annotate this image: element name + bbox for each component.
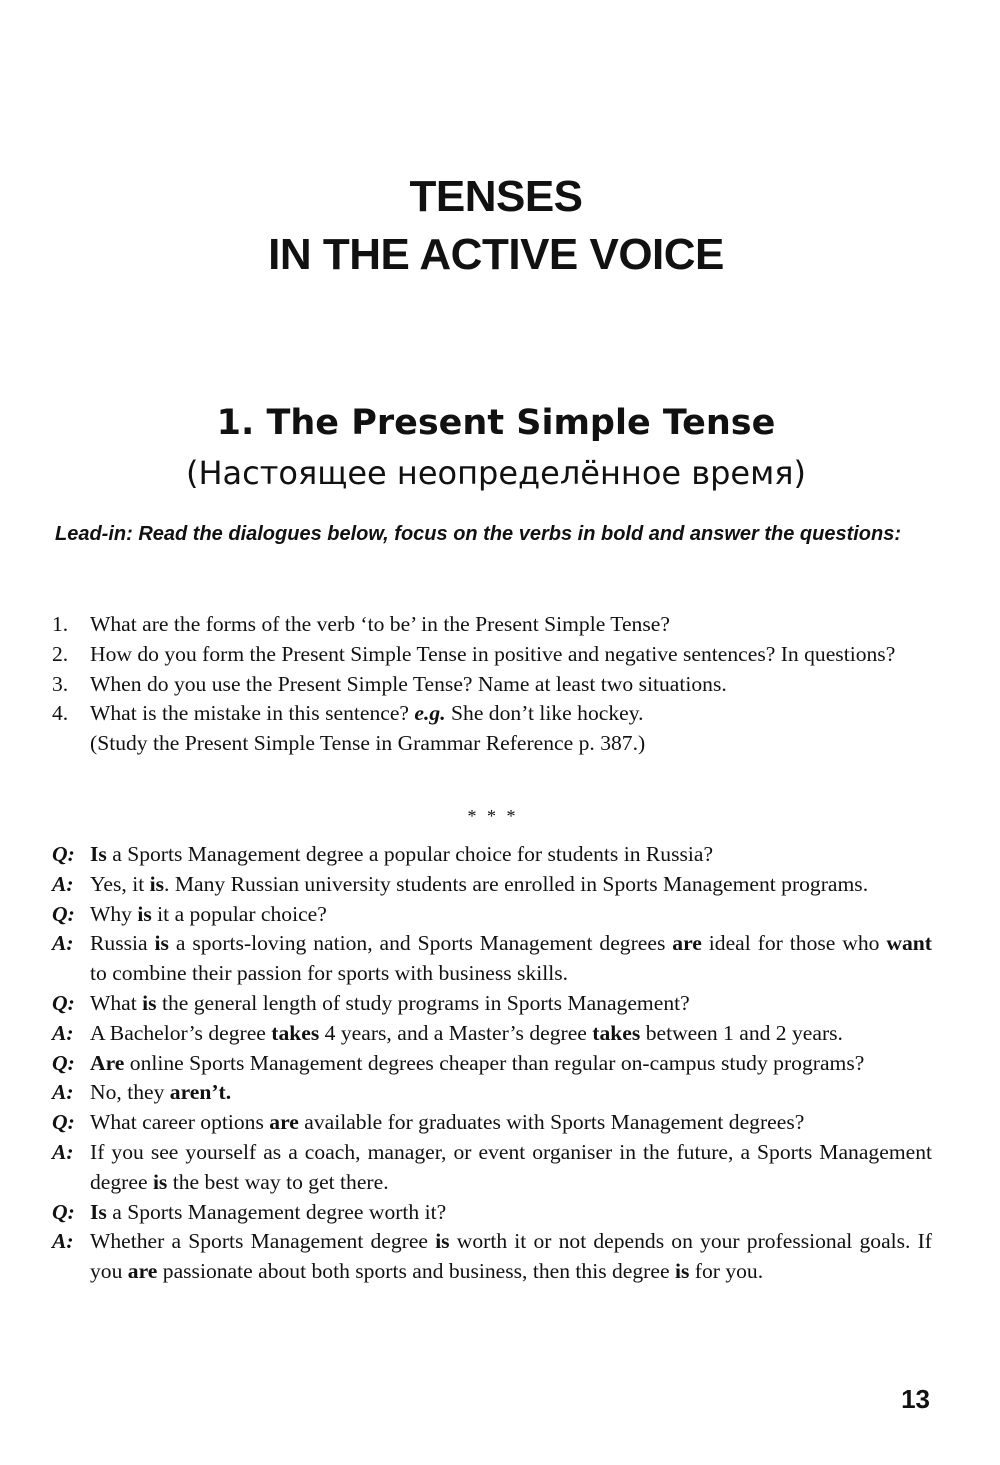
text-run: What career options <box>90 1110 270 1135</box>
text-run: it a popular choice? <box>151 901 327 926</box>
page-number: 13 <box>901 1384 930 1414</box>
bold-verb: are <box>127 1259 158 1284</box>
dialogue-text <box>90 1019 932 1049</box>
question-text <box>90 699 932 729</box>
bold-verb: is <box>142 990 157 1015</box>
speaker-label: A: <box>52 1229 74 1254</box>
speaker-label: Q: <box>52 901 75 926</box>
text-run: Why <box>90 901 138 926</box>
bold-verb: is <box>152 1169 168 1194</box>
text-run: a Sports Management degree a popular choice for students in Russia? <box>106 842 714 866</box>
text-run: . Many Russian university students are enrolled in Sports Management programs. <box>164 871 869 896</box>
dialogue-text <box>90 1078 932 1108</box>
dialogue-text <box>90 929 932 989</box>
bold-verb: are <box>269 1110 299 1135</box>
chapter-title-line-1: TENSES <box>409 172 583 221</box>
section-separator: * * * <box>467 806 519 826</box>
bold-verb: aren’t. <box>169 1080 232 1105</box>
dialogue-line <box>52 1138 932 1198</box>
speaker-label: A: <box>52 1080 74 1105</box>
text-run: 4 years, and a Master’s degree <box>319 1020 593 1045</box>
text-run: the best way to get there. <box>167 1169 389 1194</box>
speaker-label: Q: <box>52 842 75 866</box>
dialogue-text <box>90 1049 932 1079</box>
list-item <box>52 610 932 640</box>
text-run: available for graduates with Sports Management degrees? <box>298 1110 805 1135</box>
dialogue-text <box>90 900 932 930</box>
dialogue-line <box>52 840 932 870</box>
text-run: online Sports Management degrees cheaper than regular on-campus study programs? <box>124 1050 865 1075</box>
list-item <box>52 640 932 670</box>
text-run: the general length of study programs in Sports Management? <box>156 990 690 1015</box>
dialogue-text <box>90 1227 932 1287</box>
dialogue <box>52 840 932 1287</box>
text-run: a Sports Management degree worth it? <box>106 1199 447 1224</box>
question-text: How do you form the Present Simple Tense in positive and negative sentences? In questions? <box>90 641 896 666</box>
lead-in-instructions: Lead-in: Read the dialogues below, focus on the verbs in bold and answer the questions: <box>55 523 902 545</box>
text-run: No, they <box>90 1080 170 1105</box>
bold-verb: want <box>886 931 932 956</box>
dialogue-line <box>52 1108 932 1138</box>
bold-verb: is <box>137 901 152 926</box>
speaker-label: A: <box>52 1020 74 1045</box>
text-run: Russia <box>90 931 155 956</box>
dialogue-text <box>90 989 932 1019</box>
chapter-title <box>0 168 992 284</box>
speaker-label: Q: <box>52 990 75 1015</box>
dialogue-line <box>52 1019 932 1049</box>
text-run: worth it or not depends on your professional goals. If you <box>90 1229 932 1284</box>
speaker-label: Q: <box>52 1110 75 1135</box>
speaker-label: A: <box>52 931 74 956</box>
question-text: What are the forms of the verb ‘to be’ in the Present Simple Tense? <box>90 612 670 636</box>
dialogue-line <box>52 929 932 989</box>
question-text: When do you use the Present Simple Tense? Name at least two situations. <box>90 671 727 696</box>
dialogue-text <box>90 1108 932 1138</box>
text-run: passionate about both sports and business, then this degree <box>157 1259 675 1284</box>
text-run: A Bachelor’s degree <box>90 1020 272 1045</box>
bold-verb: takes <box>271 1020 320 1045</box>
bold-verb: is <box>435 1229 450 1254</box>
speaker-label: A: <box>52 1139 74 1164</box>
dialogue-line <box>52 1078 932 1108</box>
dialogue-text <box>90 840 932 870</box>
bold-verb: Are <box>90 1050 125 1075</box>
text-run: If you see yourself as a coach, manager, or event organiser in the future, a Sports Management degree <box>90 1139 932 1194</box>
dialogue-line <box>52 1198 932 1228</box>
dialogue-text <box>90 1138 932 1198</box>
question-list <box>52 610 932 759</box>
bold-verb: is <box>149 871 165 896</box>
speaker-label: Q: <box>52 1050 75 1075</box>
text-run: to combine their passion for sports with business skills. <box>90 961 569 986</box>
dialogue-text <box>90 1198 932 1228</box>
bold-verb: takes <box>592 1020 641 1045</box>
text-run: Yes, it <box>90 871 150 896</box>
dialogue-line <box>52 870 932 900</box>
text-run: between 1 and 2 years. <box>640 1020 843 1045</box>
text-run: a sports-loving nation, and Sports Management degrees <box>168 931 673 956</box>
section-subtitle: (Настоящее неопределённое время) <box>186 454 806 492</box>
question-text-part: What is the mistake in this sentence? <box>90 701 415 726</box>
list-item <box>52 670 932 700</box>
bold-verb: are <box>672 931 702 956</box>
example-label: e.g. <box>414 701 446 726</box>
dialogue-line <box>52 1227 932 1287</box>
bold-verb: is <box>674 1259 690 1284</box>
chapter-title-line-2: IN THE ACTIVE VOICE <box>268 230 724 279</box>
bold-verb: Is <box>90 1199 107 1224</box>
text-run: ideal for those who <box>701 931 887 956</box>
bold-verb: is <box>154 931 169 956</box>
speaker-label: A: <box>52 871 74 896</box>
speaker-label: Q: <box>52 1199 75 1224</box>
section-title: 1. The Present Simple Tense <box>216 403 776 443</box>
question-number: 1. <box>52 612 69 636</box>
question-number: 2. <box>52 641 69 666</box>
dialogue-text <box>90 870 932 900</box>
text-run: Whether a Sports Management degree <box>90 1229 436 1254</box>
reference-note: (Study the Present Simple Tense in Grammar Reference p. 387.) <box>90 731 646 756</box>
text-run: What <box>90 990 143 1015</box>
bold-verb: Is <box>90 842 107 866</box>
dialogue-line <box>52 900 932 930</box>
dialogue-line <box>52 1049 932 1079</box>
list-item <box>52 699 932 729</box>
dialogue-line <box>52 989 932 1019</box>
question-text-part: She don’t like hockey. <box>445 701 644 726</box>
question-number: 4. <box>52 701 69 726</box>
question-number: 3. <box>52 671 69 696</box>
text-run: for you. <box>689 1259 764 1284</box>
